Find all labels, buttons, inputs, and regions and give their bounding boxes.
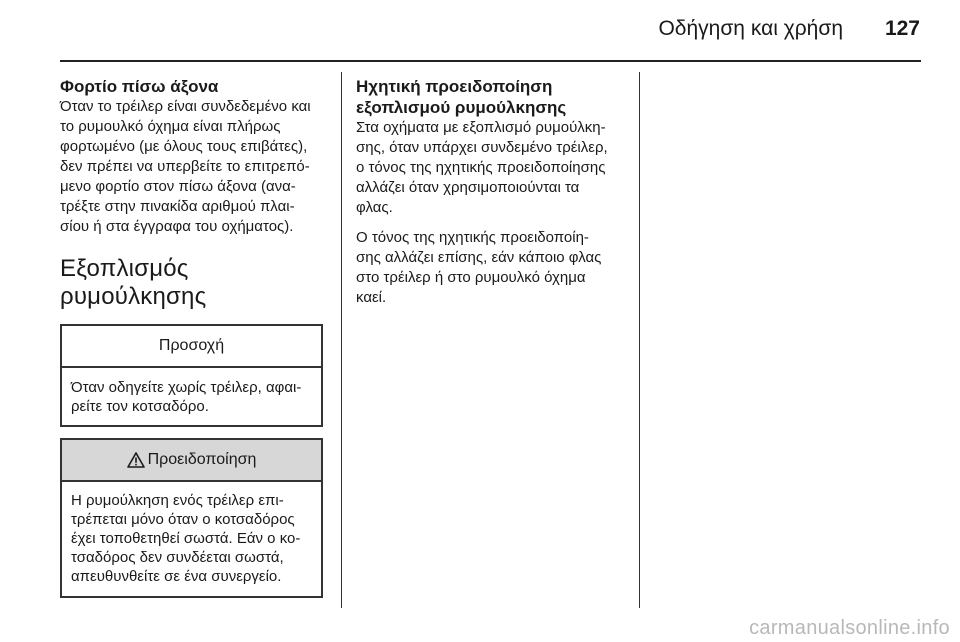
- warning-box-text: Η ρυμούλκηση ενός τρέιλερ επι- τρέπεται μόνο όταν ο κοτσαδόρος έχει τοποθετηθεί σωστά. Εάν ο κο- τσαδόρος δεν συνδέεται σωστά, απευθυνθείτε σε ένα συνεργείο.: [71, 492, 301, 585]
- rear-axle-text: Όταν το τρέιλερ είναι συνδεδεμένο και το ρυμουλκό όχημα είναι πλήρως φορτωμένο (με όλους τους επιβάτες), δεν πρέπει να υπερβείτε το επιτρεπό- μενο φορτίο στον πίσω άξονα (ανα- τρέξτε στην πινακίδα αριθμού πλαι- σίου ή στα έγγραφα του οχήματος).: [60, 98, 311, 235]
- towing-section-heading: Εξοπλισμός ρυμούλκησης: [60, 255, 207, 310]
- caution-box-heading: Προσοχή: [62, 326, 321, 368]
- audible-warning-text-2: Ο τόνος της ηχητικής προειδοποίη- σης αλλάζει επίσης, εάν κάποιο φλας στο τρέιλερ ή στο ρυμουλκό όχημα καεί.: [356, 229, 602, 306]
- page-number: 127: [884, 17, 920, 40]
- rear-axle-heading: Φορτίο πίσω άξονα: [60, 77, 219, 96]
- warning-box: [60, 438, 323, 598]
- caution-box: [60, 324, 323, 427]
- column-divider-right: [639, 72, 640, 608]
- left-column: [60, 76, 323, 598]
- audible-warning-text-1: Στα οχήματα με εξοπλισμό ρυμούλκη- σης, όταν υπάρχει συνδεμένο τρέιλερ, ο τόνος της ηχητικής προειδοποίησης αλλάζει όταν χρησιμοποιούνται τα φλας.: [356, 119, 608, 216]
- warning-box-heading: Προειδοποίηση: [147, 451, 257, 468]
- audible-warning-heading: Ηχητική προειδοποίηση εξοπλισμού ρυμούλκησης: [356, 77, 567, 117]
- right-column: [356, 76, 626, 308]
- column-divider-left: [341, 72, 342, 608]
- watermark: carmanualsonline.info: [749, 617, 950, 639]
- warning-triangle-icon: [127, 452, 145, 468]
- caution-box-text: Όταν οδηγείτε χωρίς τρέιλερ, αφαι- ρείτε τον κοτσαδόρο.: [71, 379, 302, 415]
- header-title: Οδήγηση και χρήση: [658, 17, 843, 40]
- header-divider: [60, 60, 921, 62]
- warning-box-header: [62, 440, 321, 482]
